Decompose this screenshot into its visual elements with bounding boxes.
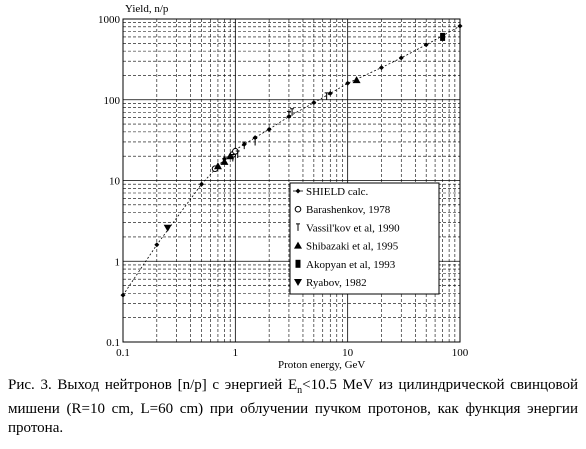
y-tick-label: 0.1 (106, 337, 120, 349)
legend-label: Ryabov, 1982 (306, 277, 367, 289)
x-tick-label: 100 (451, 347, 469, 359)
x-tick-label: 0.1 (116, 347, 130, 359)
caption-suffix: <10.5 MeV из цилиндрической свинцовой мишени (R=10 cm, L=60 cm) при облучении пучком протонов, как функция энергии протона. (8, 377, 579, 436)
y-tick-label: 10 (109, 175, 120, 188)
data-point-series-0 (311, 100, 316, 105)
figure-caption (8, 376, 578, 438)
data-point-series-0 (424, 42, 429, 47)
legend (290, 183, 439, 294)
y-axis-label: Yield, n/p (125, 3, 169, 15)
data-point-series-0 (345, 81, 350, 86)
legend-label: Barashenkov, 1978 (306, 204, 391, 217)
data-point-series-0 (154, 242, 159, 247)
y-tick-label: 1000 (98, 14, 120, 26)
data-point-series-4 (440, 33, 445, 41)
legend-label: Akopyan et al, 1993 (306, 258, 396, 271)
data-point-series-0 (399, 55, 404, 60)
legend-marker (296, 260, 301, 268)
legend-label: Shibazaki et al, 1995 (306, 240, 399, 253)
legend-marker (295, 206, 301, 212)
data-point-series-0 (379, 65, 384, 70)
x-tick-label: 1 (232, 347, 239, 359)
y-tick-label: 1 (114, 256, 120, 269)
legend-label: SHIELD calc. (306, 186, 369, 198)
data-point-series-5 (164, 225, 172, 232)
y-tick-label: 100 (103, 94, 120, 107)
caption-prefix: Рис. 3. Выход нейтронов [n/p] с энергией E (8, 377, 298, 393)
data-point-series-0 (458, 23, 463, 28)
legend-label: Vassil'kov et al, 1990 (306, 222, 400, 235)
caption-subscript: n (297, 385, 303, 396)
x-axis-label: Proton energy, GeV (278, 359, 366, 371)
data-point-series-0 (267, 127, 272, 132)
x-tick-label: 10 (342, 347, 354, 359)
data-point-series-3 (353, 76, 361, 83)
